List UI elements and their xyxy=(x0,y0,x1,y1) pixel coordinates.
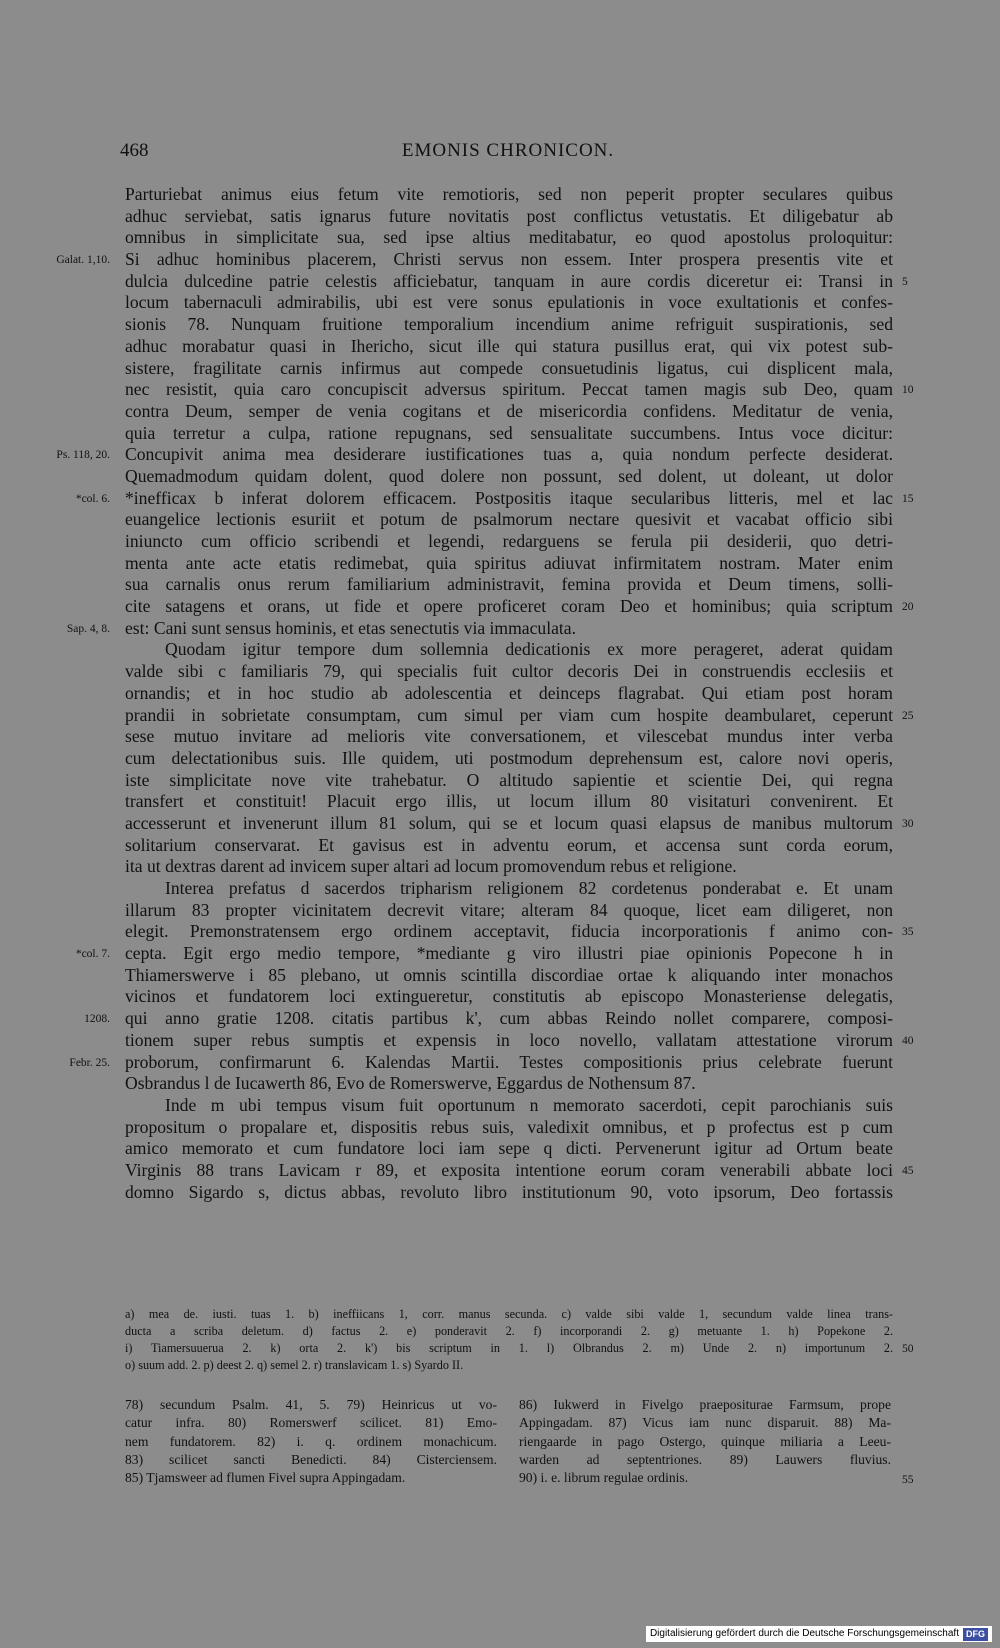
margin-reference: Ps. 118, 20. xyxy=(56,449,110,462)
margin-reference: 1208. xyxy=(84,1013,110,1026)
line-text: Quodam igitur tempore dum sollemnia dedicationis ex more perageret, aderat quidam xyxy=(165,639,893,660)
text-line xyxy=(125,206,893,228)
apparatus-line xyxy=(125,1340,914,1357)
text-line xyxy=(75,487,914,510)
text-line xyxy=(125,292,893,314)
margin-reference: Galat. 1,10. xyxy=(56,254,110,267)
text-line xyxy=(125,553,893,575)
line-text: cite satagens et orans, ut fide et opere proficeret coram Deo et hominibus; quia scriptum xyxy=(125,596,893,617)
line-text: sistere, fragilitate carnis infirmus aut compede consuetudinis ligatus, cui displicent mala, xyxy=(125,357,893,378)
text-line xyxy=(125,726,893,748)
text-line xyxy=(125,1117,893,1139)
text-line xyxy=(125,835,893,857)
text-line xyxy=(125,661,893,683)
text-line xyxy=(56,444,893,466)
main-text xyxy=(56,184,914,1203)
text-line xyxy=(125,227,893,249)
text-line xyxy=(125,423,893,445)
text-line xyxy=(125,683,893,705)
line-text: adhuc serviebat, satis ignarus future novitatis post conflictus vetustatis. Et diligebatur ab xyxy=(125,205,893,226)
margin-reference: *col. 7. xyxy=(75,948,110,961)
text-line xyxy=(125,639,893,661)
line-text: quia terretur a culpa, ratione repugnans, sed sensualitate succumbens. Intus voce dicitur: xyxy=(125,422,893,443)
text-line xyxy=(125,812,914,835)
margin-reference: Sap. 4, 8. xyxy=(66,622,110,635)
line-text: Concupivit anima mea desiderare iustificationes tuas a, quia nondum perfecte desiderat. xyxy=(125,444,893,465)
text-line xyxy=(125,748,893,770)
line-text: Si adhuc hominibus placerem, Christi servus non essem. Inter prospera presentis vite et xyxy=(125,249,893,270)
dfg-logo-icon: DFG xyxy=(963,1628,988,1641)
text-line xyxy=(125,1029,914,1052)
line-text: Thiamerswerve i 85 plebano, ut omnis scintilla discordiae ortae k aliquando inter monachos xyxy=(125,964,893,985)
footnote-line xyxy=(125,1396,497,1414)
line-text: qui anno gratie 1208. citatis partibus k', cum abbas Reindo nollet comparere, composi- xyxy=(125,1008,893,1029)
line-text: Inde m ubi tempus visum fuit oportunum n memorato sacerdoti, cepit parochianis suis xyxy=(165,1094,893,1115)
credit-text: Digitalisierung gefördert durch die Deutsche Forschungsgemeinschaft xyxy=(649,1628,959,1639)
line-number: 5 xyxy=(902,275,908,288)
line-text: propositum o propalare et, dispositis rebus suis, valedixit omnibus, et p profectus est p cum xyxy=(125,1116,893,1137)
line-number: 30 xyxy=(902,817,914,830)
line-text: tionem super rebus sumptis et expensis in loco novello, vallatam attestatione virorum xyxy=(125,1029,893,1050)
line-text: amico memorato et cum fundatore loci iam sepe q dicti. Pervenerunt igitur ad Ortum beate xyxy=(125,1138,893,1159)
text-line xyxy=(125,704,914,727)
line-text: iniuncto cum officio scribendi et legendi, redarguens se ferula pii desiderii, quo detri- xyxy=(125,531,893,551)
line-text: 83) scilicet sancti Benedicti. 84) Cisterciensem. xyxy=(125,1451,497,1467)
digitization-credit xyxy=(646,1626,992,1642)
line-number: 45 xyxy=(902,1164,914,1177)
text-line xyxy=(125,900,893,922)
line-text: *inefficax b inferat dolorem efficacem. Postpositis itaque secularibus litteris, mel et lac xyxy=(125,487,893,508)
line-text: cepta. Egit ergo medio tempore, *mediante g viro illustri piae opinionis Popecone h in xyxy=(125,943,893,964)
line-number: 20 xyxy=(902,601,914,614)
footnotes-left-column xyxy=(125,1396,497,1487)
line-text: est: Cani sunt sensus hominis, et etas senectutis via immaculata. xyxy=(125,617,577,638)
line-text: illarum 83 propter vicinitatem decrevit vitare; alteram 84 quoque, licet eam diligeret, non xyxy=(125,899,893,920)
line-number: 40 xyxy=(902,1034,914,1047)
footnote-line xyxy=(125,1414,497,1432)
footnote-line xyxy=(519,1469,891,1487)
footnote-line xyxy=(125,1433,497,1451)
text-line xyxy=(125,921,914,943)
line-text: Osbrandus l de Iucawerth 86, Evo de Romerswerve, Eggardus de Nothensum 87. xyxy=(125,1073,696,1094)
line-text: nec resistit, quia caro concupiscit adversus spiritum. Peccat tamen magis sub Deo, quam xyxy=(125,379,893,400)
line-text: adhuc morabatur quasi in Ihericho, sicut ille qui statura pusillus erat, qui vix potest sub- xyxy=(125,335,893,356)
line-text: omnibus in simplicitate sua, sed ipse altius meditabatur, eo quod apostolus proloquitur: xyxy=(125,227,893,248)
text-line xyxy=(125,770,893,792)
line-number: 55 xyxy=(902,1474,914,1486)
footnotes-right-column xyxy=(519,1396,891,1487)
line-text: euangelice lectionis esuriit et potum de psalmorum nectare quesivit et vacabat officio sibi xyxy=(125,509,893,530)
line-text: 86) Iukwerd in Fivelgo praepositurae Farmsum, prope xyxy=(519,1397,891,1412)
text-line xyxy=(66,617,893,640)
line-number: 50 xyxy=(902,1343,914,1355)
footnote-line xyxy=(519,1396,891,1414)
line-text: sua carnalis onus rerum familiarium administravit, femina provida et Deum timens, solli- xyxy=(125,574,893,595)
text-line xyxy=(125,270,908,293)
page-header xyxy=(120,140,896,170)
line-text: proborum, confirmarunt 6. Kalendas Martii. Testes compositionis prius celebrate fuerunt xyxy=(125,1051,893,1072)
footnote-line xyxy=(125,1451,497,1469)
apparatus-line xyxy=(125,1306,893,1323)
line-text: prandii in sobrietate consumptam, cum simul per viam cum hospite deambularet, ceperunt xyxy=(125,704,893,725)
text-line xyxy=(125,1182,893,1204)
line-text: ornandis; et in hoc studio ab adolescentia et deinceps flagrabat. Qui etiam post horam xyxy=(125,682,893,703)
line-text: Virginis 88 trans Lavicam r 89, et exposita intentione eorum coram venerabili abbate loci xyxy=(125,1159,893,1180)
line-number: 35 xyxy=(902,926,914,939)
line-text: elegit. Premonstratensem ergo ordinem acceptavit, fiducia incorporationis f animo con- xyxy=(125,921,893,942)
line-number: 25 xyxy=(902,709,914,722)
footnote-line xyxy=(519,1451,891,1469)
line-text: nem fundatorem. 82) i. q. ordinem monachicum. xyxy=(125,1433,497,1449)
line-text: Parturiebat animus eius fetum vite remotioris, sed non peperit propter seculares quibus xyxy=(125,184,893,204)
line-text: solitarium conservarat. Et gavisus est in adventu eorum, et accensa sunt corda eorum, xyxy=(125,834,893,855)
text-line xyxy=(125,466,893,488)
text-line xyxy=(125,1159,914,1182)
text-line xyxy=(125,358,893,380)
text-line xyxy=(69,1051,893,1074)
line-text: iste simplicitate nove vite trahebatur. O altitudo sapientie et scientie Dei, qui regna xyxy=(125,769,893,790)
text-line xyxy=(125,1138,893,1160)
text-line xyxy=(125,791,893,813)
line-text: 90) i. e. librum regulae ordinis. xyxy=(519,1470,689,1486)
line-number: 15 xyxy=(902,492,914,505)
line-text: dulcia dulcedine patrie celestis afficiebatur, tanquam in aure cordis diceretur ei: Transi in xyxy=(125,270,893,291)
text-line xyxy=(125,509,893,531)
text-line xyxy=(125,379,914,401)
text-line xyxy=(125,856,893,878)
line-text: cum delectationibus suis. Ille quidem, uti postmodum deprehensum est, calore novi operis, xyxy=(125,747,893,768)
margin-reference: Febr. 25. xyxy=(69,1056,110,1069)
text-line xyxy=(125,1095,893,1117)
text-line xyxy=(56,249,893,271)
text-line xyxy=(125,401,893,423)
line-text: sionis 78. Nunquam fruitione temporalium incendium anime refriguit suspirationis, sed xyxy=(125,314,893,335)
running-title: EMONIS CHRONICON. xyxy=(401,140,615,161)
text-line xyxy=(125,1073,893,1095)
line-text: warden ad septentriones. 89) Lauwers fluvius. xyxy=(519,1451,891,1467)
line-text: sese mutuo invitare ad melioris vite conversationem, et vilescebat mundus inter verba xyxy=(125,726,893,747)
line-text: catur infra. 80) Romerswerf scilicet. 81) Emo- xyxy=(125,1415,497,1431)
line-text: 78) secundum Psalm. 41, 5. 79) Heinricus ut vo- xyxy=(125,1397,497,1412)
text-line xyxy=(125,336,893,358)
line-number: 10 xyxy=(902,384,914,397)
footnote-line xyxy=(125,1469,497,1487)
critical-apparatus xyxy=(125,1306,914,1374)
text-line xyxy=(125,574,893,596)
line-text: accesserunt et invenerunt illum 81 solum, qui se et locum quasi elapsus de manibus multorum xyxy=(125,812,893,833)
text-line xyxy=(84,1008,893,1030)
text-line xyxy=(125,986,893,1008)
line-text: 85) Tjamsweer ad flumen Fivel supra Appingadam. xyxy=(125,1470,406,1486)
line-text: vicinos et fundatorem loci extingueretur, constitutis ab episcopo Monasteriense delegatis, xyxy=(125,986,893,1007)
text-line xyxy=(75,943,893,965)
line-text: contra Deum, semper de venia cogitans et de misericordia confidens. Meditatur de venia, xyxy=(125,400,893,421)
apparatus-line xyxy=(125,1323,893,1340)
footnote-line xyxy=(519,1414,891,1432)
line-text: transfert et constituit! Placuit ergo illis, ut locum illum 80 visitaturi convenirent. Et xyxy=(125,791,893,812)
line-text: ducta a scriba deletum. d) factus 2. e) ponderavit 2. f) incorporandi 2. g) metuante 1. h) Popekone 2. xyxy=(125,1324,893,1338)
line-text: locum tabernaculi admirabilis, ubi est vere sonus epulationis in voce exultationis et confes- xyxy=(125,292,893,313)
text-line xyxy=(125,184,893,206)
text-line xyxy=(125,596,914,618)
text-line xyxy=(125,878,893,900)
line-text: domno Sigardo s, dictus abbas, revoluto libro institutionum 90, voto ipsorum, Deo fortassis xyxy=(125,1181,893,1202)
text-line xyxy=(125,965,893,987)
footnote-line xyxy=(519,1433,891,1451)
margin-reference: *col. 6. xyxy=(75,492,110,505)
text-line xyxy=(125,531,893,553)
line-text: a) mea de. iusti. tuas 1. b) ineffiicans 1, corr. manus secunda. c) valde sibi valde 1, secundum valde linea trans- xyxy=(125,1307,893,1321)
line-text: Interea prefatus d sacerdos tripharism religionem 82 cordetenus ponderabat e. Et unam xyxy=(165,878,893,898)
apparatus-line xyxy=(125,1357,893,1374)
page-number: 468 xyxy=(120,140,149,161)
line-text: i) Tiamersuuerua 2. k) orta 2. k') bis scriptum in 1. l) Olbrandus 2. m) Unde 2. n) importunum 2. xyxy=(125,1341,893,1355)
line-text: valde sibi c familiaris 79, qui specialis fuit cultor decoris Dei in construendis ecclesiis et xyxy=(125,661,893,682)
text-line xyxy=(125,314,893,336)
line-text: o) suum add. 2. p) deest 2. q) semel 2. r) translavicam 1. s) Syardo II. xyxy=(125,1358,464,1372)
line-text: riengaarde in pago Ostergo, quinque miliaria a Leeu- xyxy=(519,1433,891,1449)
line-text: ita ut dextras darent ad invicem super altari ad locum promovendum rebus et religione. xyxy=(125,856,737,877)
line-text: Appingadam. 87) Vicus iam nunc disparuit. 88) Ma- xyxy=(519,1415,891,1431)
line-text: menta ante acte etatis redimebat, quia spiritus adiuvat infirmitatem nostram. Mater enim xyxy=(125,552,893,573)
line-text: Quemadmodum quidam dolent, quod dolere non possunt, sed dolent, ut doleant, ut dolor xyxy=(125,465,893,486)
